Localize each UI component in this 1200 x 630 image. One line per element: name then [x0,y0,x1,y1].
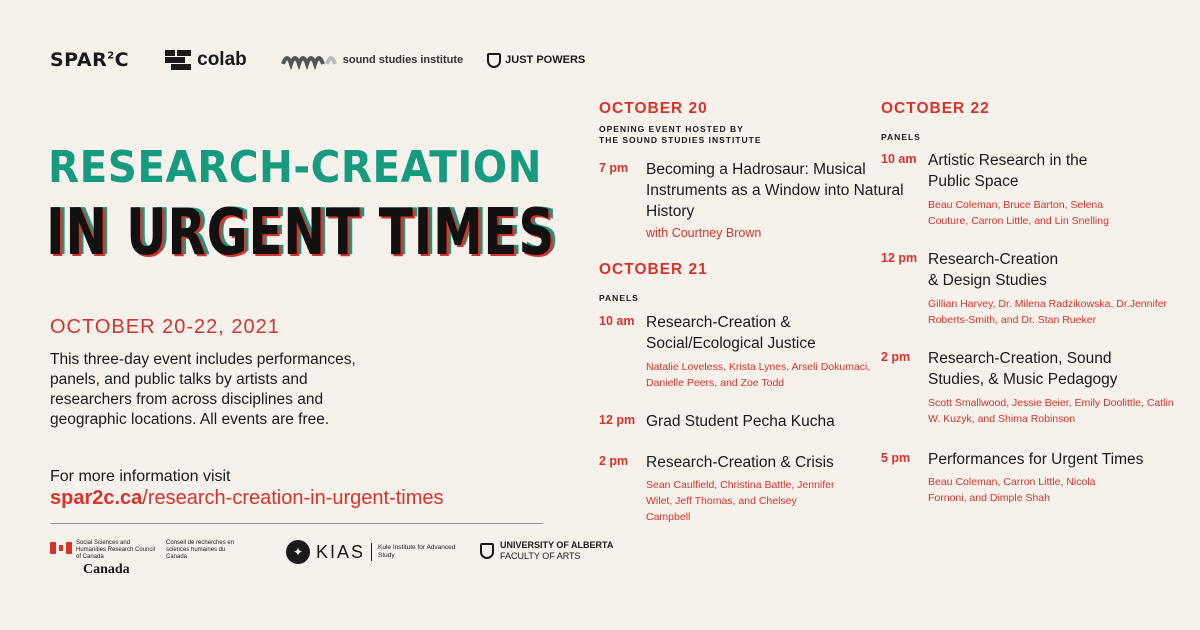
day-title: OCTOBER 22 [881,100,990,117]
more-info-text: For more information visit [50,468,231,485]
day-title: OCTOBER 21 [599,261,708,278]
day-oct22: OCTOBER 22 PANELS 10 am Artistic Research in the Public Space Beau Coleman, Bruce Barton, Selena Couture, Carron Little, and Lin Snelling 12 pm Research-Creation & Design Studies Gillian Harvey, Dr. Milena Radzikowska, Dr.Jennifer Roberts-Smith, and Dr. Stan Rueker 2 pm Research-Creation, Sound Studies, & Music Pedagogy Scott Smallwood, Jessie Beier, Emily Doolittle, Catlin W. Kuzyk, and Shima Robinson 5 pm Performances for Urgent Times Beau Coleman, Carron Little, Nicola Fornoni, and Dimple Shah [881,100,1174,504]
just-powers-logo: JUST POWERS [487,53,585,68]
day-title: OCTOBER 20 [599,100,708,117]
headline-line-2: IN URGENT TIMES [46,196,556,270]
ualberta-logo: UNIVERSITY OF ALBERTA FACULTY OF ARTS [480,540,613,562]
canada-wordmark: Canada [83,562,130,577]
partner-logos-top [50,44,585,76]
day-oct20: OCTOBER 20 OPENING EVENT HOSTED BY THE SOUND STUDIES INSTITUTE 7 pm Becoming a Hadrosaur: Musical Instruments as a Window into Natural History with Courtney Brown [599,100,904,240]
day-oct21: OCTOBER 21 PANELS 10 am Research-Creation & Social/Ecological Justice Natalie Loveless, Krista Lynes, Arseli Dokumaci, Danielle Peers, and Zoe Todd 12 pm Grad Student Pecha Kucha 2 pm Research-Creation & Crisis Sean Caulfield, Christina Battle, Jennifer Wilet, Jeff Thomas, and Chelsey Campbell [599,261,879,304]
sponsor-logos [50,540,614,577]
kias-mark-icon: ✦ [286,540,310,564]
event-dates: OCTOBER 20-22, 2021 [50,316,280,338]
canada-flag-icon [50,542,72,554]
sound-studies-logo: sound studies institute [281,50,463,70]
colab-logo: colab [165,49,247,71]
event-description: This three-day event includes performances, panels, and public talks by artists and researchers from across disciplines and geographic locations. All events are free. [50,351,356,428]
sparc-logo: SPAR$^2$C [50,49,130,71]
headline-line-1: RESEARCH-CREATION [48,142,543,193]
divider [50,523,543,524]
kias-logo: ✦ KIAS Kule Institute for Advanced Study [286,540,458,564]
sshrc-en: Social Sciences and Humanities Research Council of Canada [76,540,156,560]
event-link[interactable]: spar2c.ca/research-creation-in-urgent-times [50,487,444,509]
sshrc-logo [50,540,256,577]
shield-icon [487,53,501,68]
colab-mark-icon [165,50,191,70]
sound-wave-icon [281,50,337,70]
crest-icon [480,543,494,559]
sshrc-fr: Conseil de recherches en sciences humaines du Canada [166,540,235,560]
